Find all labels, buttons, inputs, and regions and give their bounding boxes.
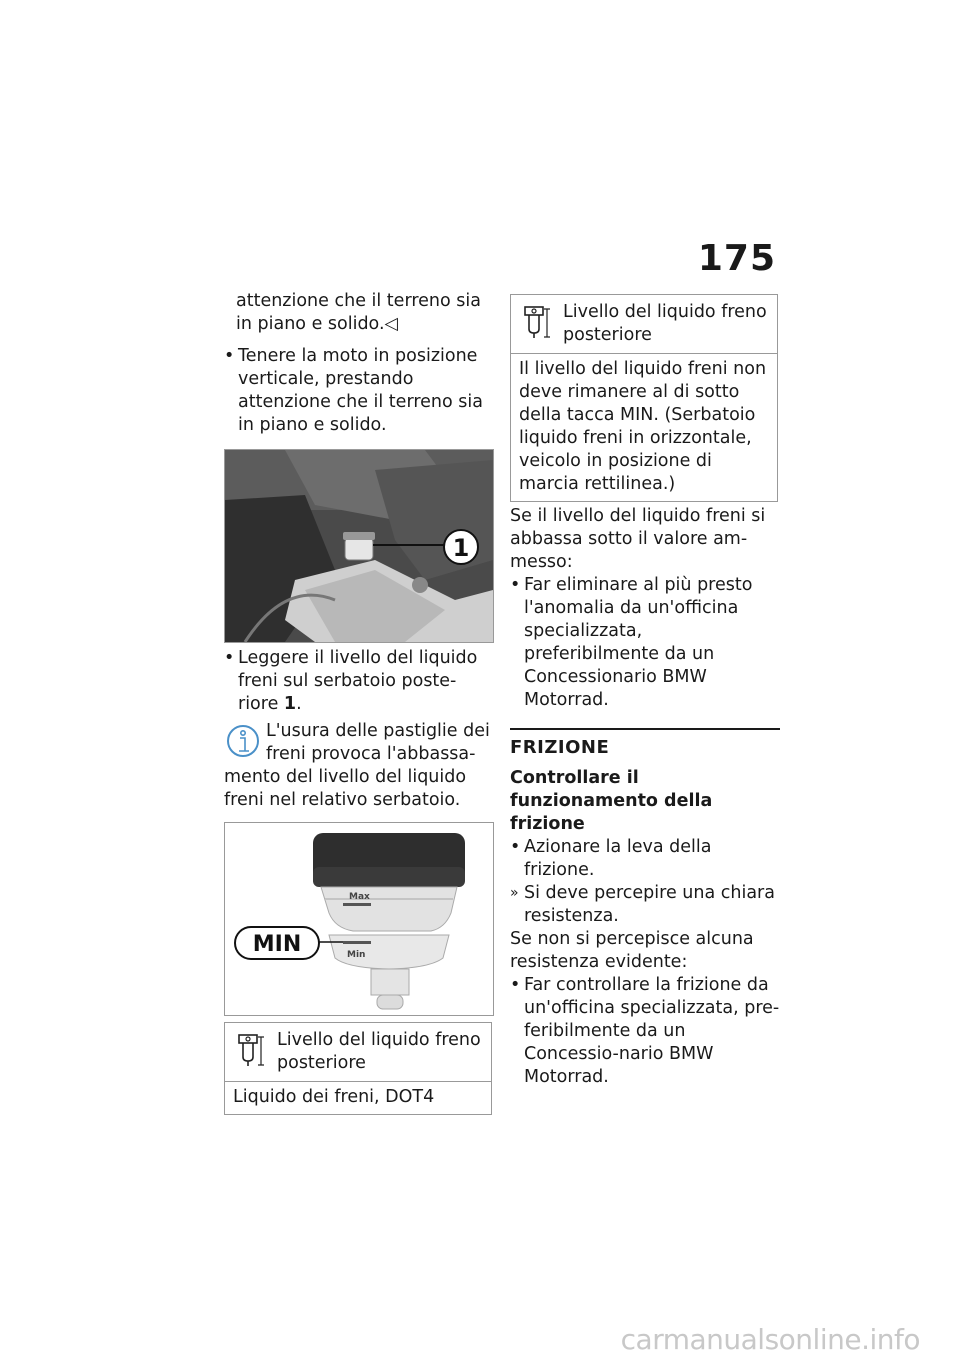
bullet-text: Leggere il livello del liquido freni sul serbatoio poste-riore: [238, 648, 478, 714]
info-note-text: L'usura delle pastiglie dei freni provoca l'abbassa-mento del livello del liquido freni nel relativo serbatoio.: [224, 721, 490, 810]
section-title: FRIZIONE: [510, 737, 610, 758]
right-column-text: [510, 505, 780, 1089]
spec-table-right: [510, 294, 778, 502]
brake-fluid-reservoir-icon: [521, 303, 555, 341]
brake-fluid-reservoir-icon: [235, 1031, 269, 1069]
spec-table-header-text: Livello del liquido freno posteriore: [563, 302, 767, 345]
figure-callout-1: 1: [452, 534, 470, 562]
bullet-item: • Azionare la leva della frizione.: [510, 836, 780, 882]
section-divider: [510, 728, 780, 730]
page-number: 175: [697, 238, 776, 279]
figure-reference: 1: [283, 694, 297, 714]
left-column-lower: [224, 647, 496, 812]
bullet-item: • Far eliminare al più presto l'anomalia da un'officina specializzata, preferibilmente da un Concessionario BMW Motorrad.: [510, 574, 780, 712]
spec-table-header-text: Livello del liquido freno posteriore: [277, 1030, 481, 1073]
min-mark: Min: [347, 950, 366, 960]
intro-text: attenzione che il terreno sia in piano e solido.◁: [236, 291, 481, 334]
subsection-title: Controllare il funzionamento della frizione: [510, 768, 713, 834]
bullet-text-end: .: [296, 694, 302, 714]
spec-table-value: Liquido dei freni, DOT4: [233, 1087, 435, 1107]
info-icon: [226, 724, 260, 758]
motorcycle-rear-photo: [225, 450, 493, 642]
info-note: [224, 720, 496, 812]
paragraph: Se non si percepisce alcuna resistenza evidente:: [510, 929, 754, 972]
watermark: carmanualsonline.info: [620, 1323, 920, 1356]
left-column: [224, 290, 496, 437]
bullet-item: • Far controllare la frizione da un'officina specializzata, pre-feribilmente da un Concessio-nario BMW Motorrad.: [510, 974, 780, 1089]
bullet-item: • Tenere la moto in posizione verticale, prestando attenzione che il terreno sia in piano e solido.: [224, 345, 496, 437]
spec-table-left: [224, 1022, 492, 1115]
spec-table-value: Il livello del liquido freni non deve rimanere al di sotto della tacca MIN. (Serbatoio liquido freni in orizzontale, veicolo in posizione di marcia rettilinea.): [519, 359, 767, 494]
result-item: » Si deve percepire una chiara resistenza.: [510, 882, 780, 928]
spec-table-header: [511, 295, 777, 354]
max-mark: Max: [349, 892, 370, 902]
paragraph: Se il livello del liquido freni si abbassa sotto il valore am-messo:: [510, 506, 766, 572]
figure-brake-reservoir-location: [224, 449, 494, 643]
bullet-item-read-level: [224, 647, 496, 716]
figure-brake-reservoir-levels: [224, 822, 494, 1016]
min-badge: MIN: [252, 932, 302, 957]
spec-table-header: [225, 1023, 491, 1082]
reservoir-illustration: [225, 823, 493, 1015]
